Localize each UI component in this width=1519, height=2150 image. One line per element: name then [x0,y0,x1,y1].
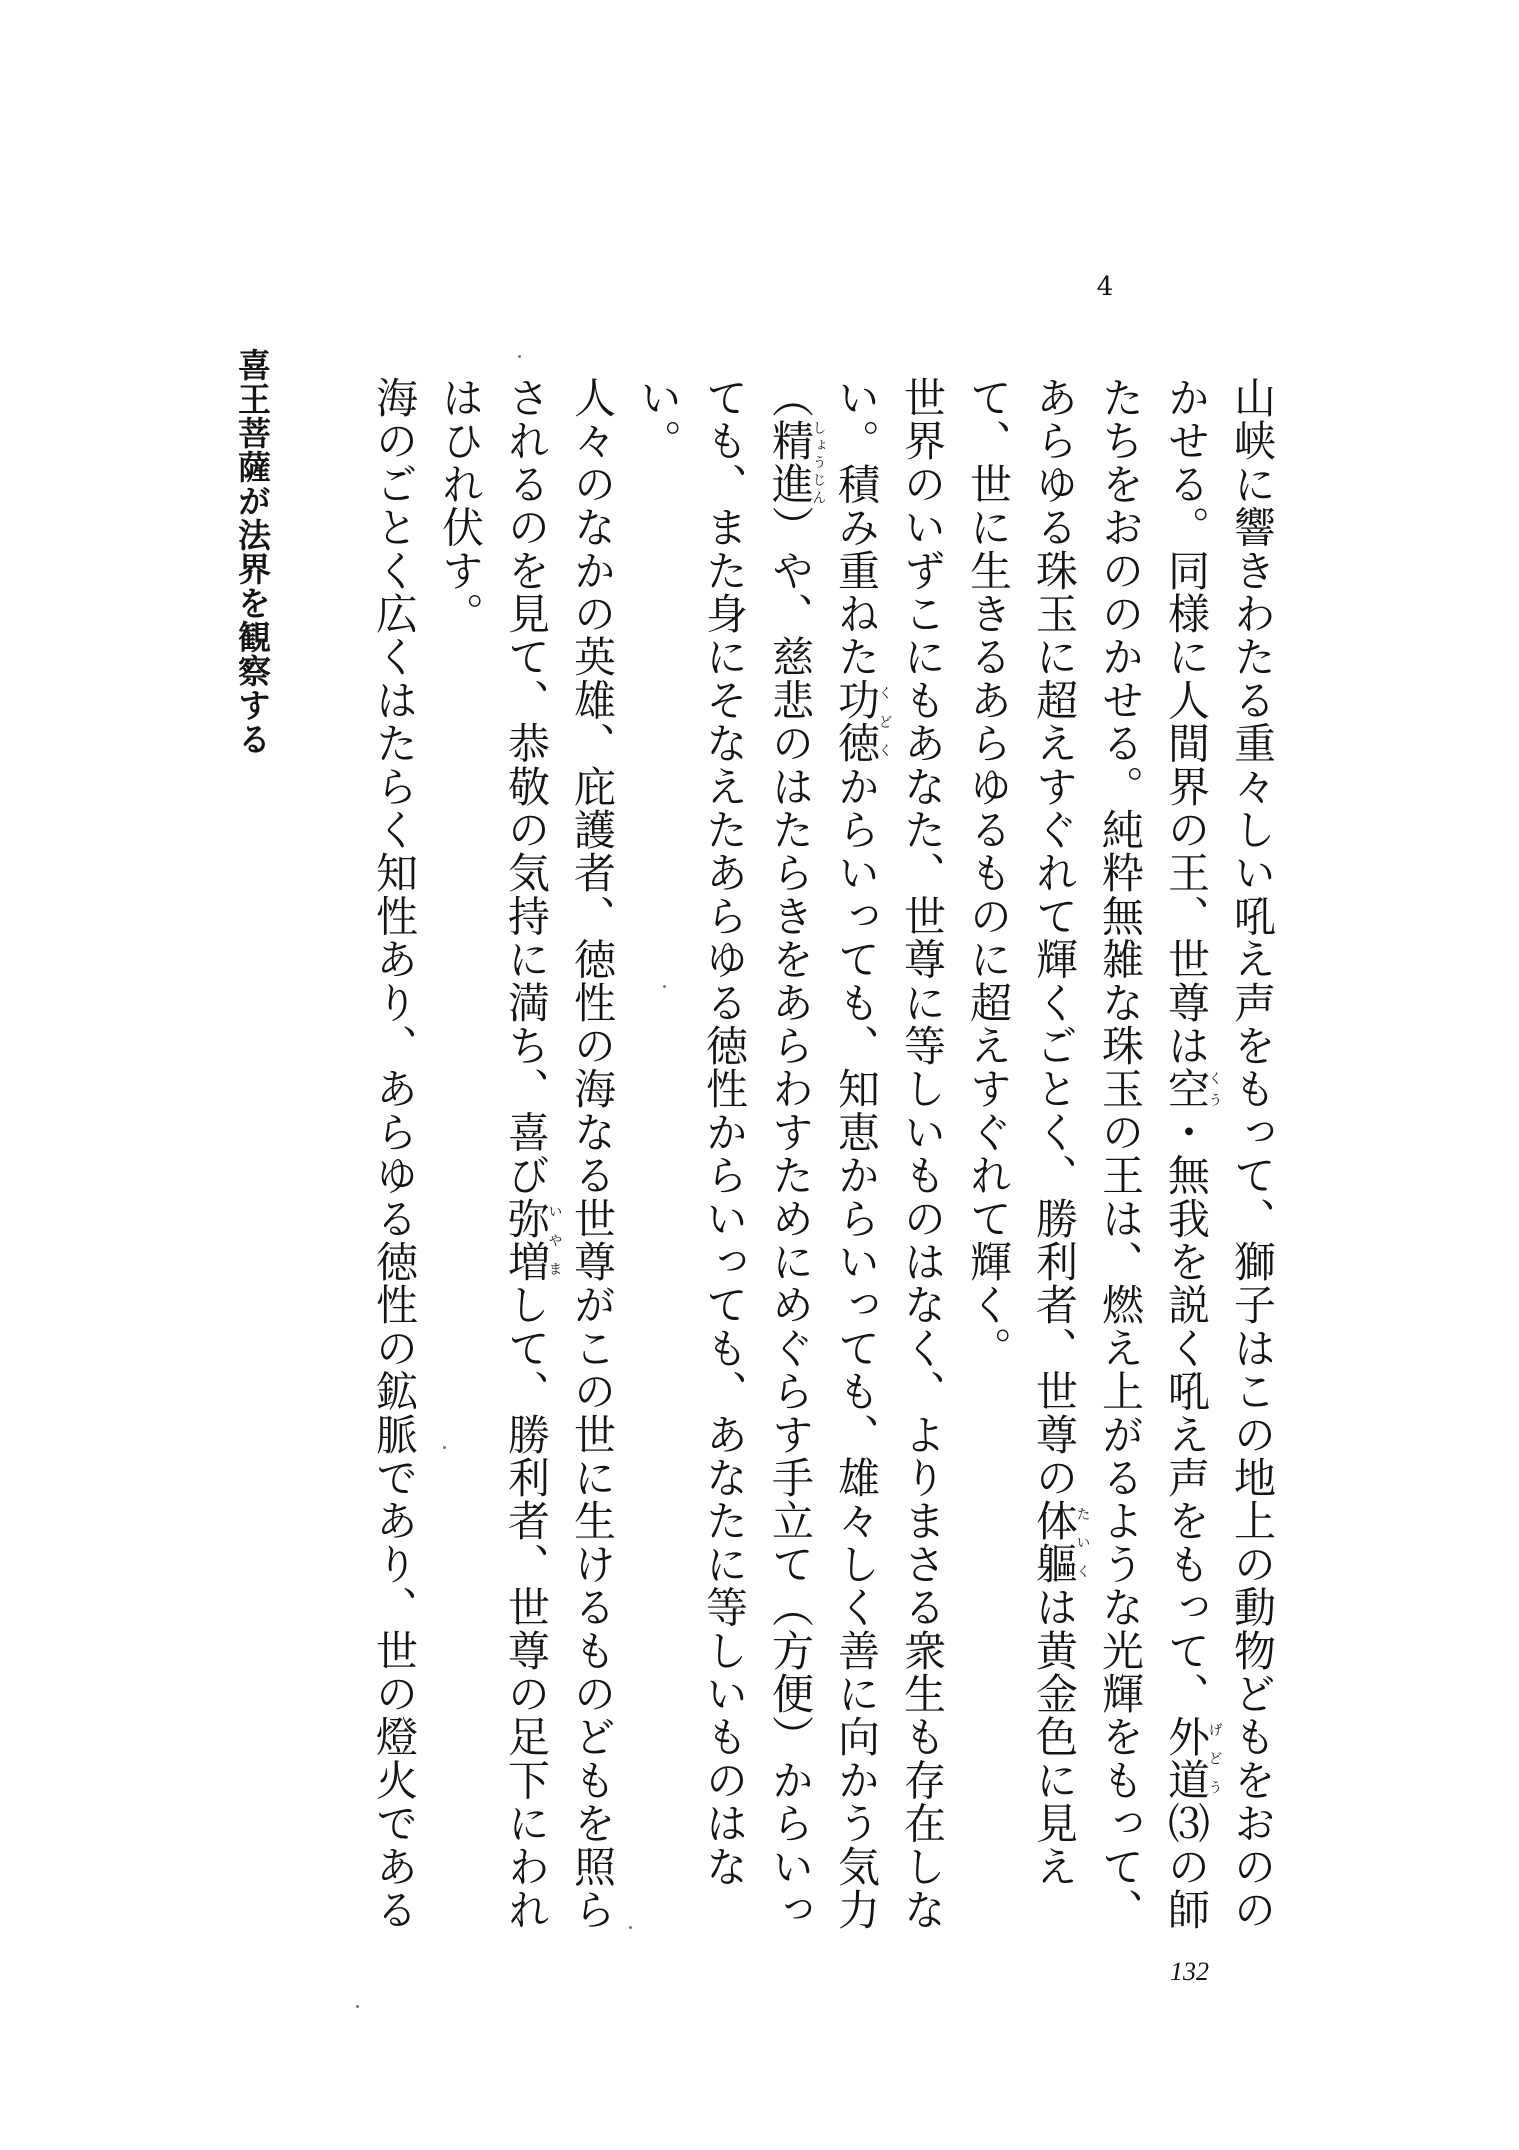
ruby-word: 空くう [1162,1067,1223,1111]
ruby-word: 外道げどう [1162,1715,1223,1802]
ruby-word: 体軀たいく [1030,1499,1091,1586]
text-run: して、勝利者、世尊の足下にわれはひれ伏す。 [436,376,551,1932]
ruby-reading: げどう [1206,1715,1223,1802]
text-run: は黄金色に見えて、世に生きるあらゆるものに超えすぐれて輝く。 [964,376,1079,1889]
scan-speck [443,1446,446,1449]
ruby-word: 弥増いやま [502,1196,563,1284]
paragraph [427,376,625,1936]
scan-speck [356,2005,359,2008]
page-number: 132 [1170,1957,1209,1986]
running-head: 喜王菩薩が法界を観察する [233,348,272,756]
scan-speck [663,985,666,988]
text-run: ・無我を説く吼え声をもって、 [1162,1110,1211,1716]
scan-speck [518,355,521,358]
text-run: 世界のいずこにもあなた、世尊に等しいものはなく、よりまさる衆生も存在しない。積み重ねた [832,376,947,1932]
ruby-reading: くどく [876,678,893,765]
text-run: 人々のなかの英雄、庇護者、徳性の海なる世尊がこの世に生けるものどもを照らされるのを見て、恭敬の気持に満ち、喜び [502,376,617,1932]
paragraph [355,376,427,1936]
ruby-word: 功徳くどく [832,678,893,765]
text-run: ⑶の師たちをおののかせる。純粋無雑な珠玉の王は、燃え上がるような光輝をもって、あらゆる珠玉に超えすぐれて輝くごとく、勝利者、世尊の [1030,376,1211,1932]
scan-speck [629,1926,632,1929]
paragraph [955,376,1285,1936]
ruby-reading: たいく [1074,1499,1091,1586]
text-run: ）や、慈悲のはたらきをあらわすためにめぐらす手立て（方便）からいっても、また身にそなえたあらゆる徳性からいっても、あなたに等しいものはない。 [634,376,815,1932]
text-run: 山峡に響きわたる重々しい吼え声をもって、獅子はこの地上の動物どもをおののかせる。同様に人間界の王、世尊は [1162,376,1277,1932]
ruby-reading: しょうじん [810,419,827,506]
main-text [355,376,1285,1936]
ruby-reading: いやま [546,1196,563,1284]
text-run: からいっても、知恵からいっても、雄々しく善に向かう気力（ [766,376,881,1932]
text-run: 海のごとく広くはたらく知性あり、あらゆる徳性の鉱脈であり、世の燈火である [370,376,419,1932]
section-number: 4 [1096,272,1114,302]
paragraph [625,376,955,1936]
ruby-word: 精進しょうじん [766,419,827,506]
ruby-reading: くう [1206,1067,1223,1111]
